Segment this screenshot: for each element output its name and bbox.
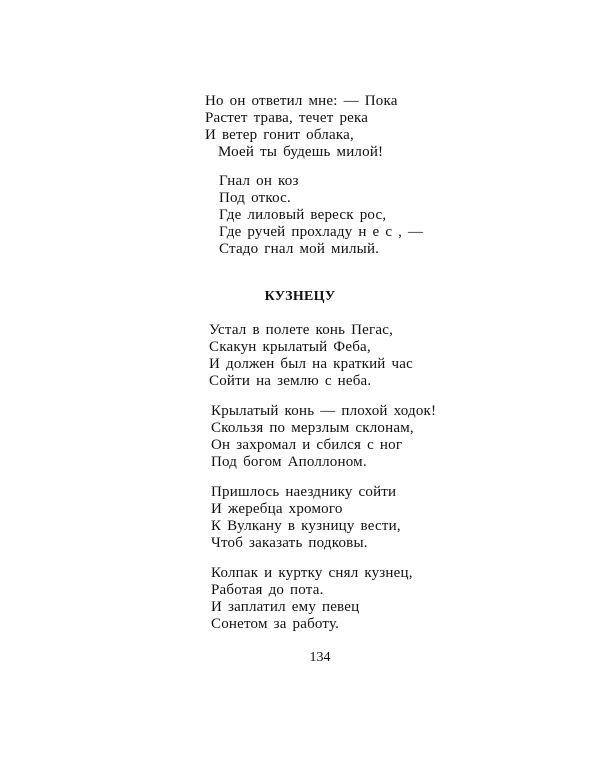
verse-line: Под богом Аполлоном. <box>211 454 367 470</box>
verse-line: Работая до пота. <box>211 582 324 598</box>
verse-line: Колпак и куртку снял кузнец, <box>211 565 413 581</box>
verse-line: Скакун крылатый Феба, <box>209 339 371 355</box>
verse-line: Моей ты будешь милой! <box>218 144 384 160</box>
verse-line: К Вулкану в кузницу вести, <box>211 518 401 534</box>
verse-line: Пришлось наезднику сойти <box>211 484 397 500</box>
verse-line: Растет трава, течет река <box>205 110 369 126</box>
verse-line: И ветер гонит облака, <box>205 127 354 143</box>
verse-line: Чтоб заказать подковы. <box>211 535 368 551</box>
verse-line: Где лиловый вереск рос, <box>219 207 387 223</box>
verse-line: Он захромал и сбился с ног <box>211 437 403 453</box>
verse-line: Крылатый конь — плохой ходок! <box>211 403 437 419</box>
verse-line: Сойти на землю с неба. <box>209 373 372 389</box>
verse-line: И жеребца хромого <box>211 501 343 517</box>
page-number: 134 <box>309 650 331 665</box>
verse-line: Под откос. <box>219 190 291 206</box>
poem-title: КУЗНЕЦУ <box>264 289 336 304</box>
verse-line: Где ручей прохладу н е с , — <box>219 224 424 240</box>
verse-line: Устал в полете конь Пегас, <box>209 322 394 338</box>
verse-line: Сонетом за работу. <box>211 616 340 632</box>
verse-line: Скользя по мерзлым склонам, <box>211 420 414 436</box>
verse-line: Гнал он коз <box>219 173 299 189</box>
verse-line: И заплатил ему певец <box>211 599 360 615</box>
verse-line: Стадо гнал мой милый. <box>219 241 380 257</box>
verse-line: Но он ответил мне: — Пока <box>205 93 398 109</box>
verse-line: И должен был на краткий час <box>209 356 413 372</box>
